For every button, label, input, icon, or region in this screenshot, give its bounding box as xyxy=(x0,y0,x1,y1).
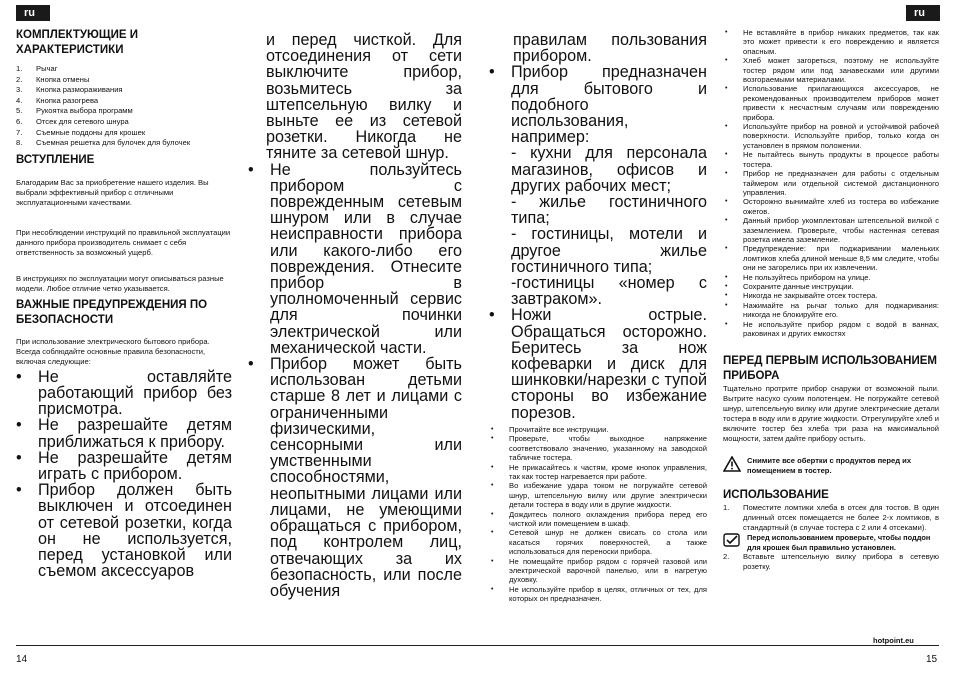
list-item: • Не прикасайтесь к частям, кроме кнопок управления, так как тостер нагревается при работе. xyxy=(491,462,707,481)
list-item: 1. Рычаг xyxy=(16,64,58,73)
list-item: • Дождитесь полного охлаждения прибора перед его чисткой или помещением в шкаф. xyxy=(491,509,707,528)
list-item: • Проверьте, чтобы выходное напряжение соответствовало значению, указанному на заводской табличке тостера. xyxy=(491,434,707,463)
sub-item: - кухни для персонала магазинов, офисов и других рабочих мест; xyxy=(511,144,707,195)
list-item: 2. Вставьте штепсельную вилку прибора в сетевую розетку. xyxy=(723,552,939,571)
list-item: 7. Съемные поддоны для крошек xyxy=(16,127,146,137)
list-item: • Прибор предназначен для бытового и подобного использования, например: xyxy=(489,63,707,147)
list-item: • Во избежание удара током не погружайте сетевой шнур, штепсельную вилку или другие электрически детали тостера в воду или в другие жидкости. xyxy=(491,481,707,510)
list-item: • Хлеб может загореться, поэтому не используйте тостер рядом или под занавесками или другими возгораемыми материалами. xyxy=(725,56,939,85)
parts-list xyxy=(16,64,232,149)
list-item: 4. Кнопка разогрева xyxy=(16,95,99,105)
sub-item: -гостиницы «номер с завтраком». xyxy=(511,274,707,309)
list-item: 8. Съемная решетка для булочек для булочек xyxy=(16,138,191,148)
sub-item: - жилье гостиничного типа; xyxy=(511,193,707,228)
list-item: • Не помещайте прибор рядом с горячей газовой или электрической варочной панелью, или в нагретую духовку. xyxy=(491,556,707,585)
heading-parts: КОМПЛЕКТУЮЩИЕ И ХАРАКТЕРИСТИКИ xyxy=(16,29,139,56)
column-4 xyxy=(723,28,939,571)
list-item: • Никогда не закрывайте отсек тостера. xyxy=(725,291,878,301)
page-number-right: 15 xyxy=(926,654,938,665)
list-item: • Нажимайте на рычаг только для поджаривания: никогда не блокируйте его. xyxy=(725,300,939,320)
heading-before-first-use: ПЕРЕД ПЕРВЫМ ИСПОЛЬЗОВАНИЕМ ПРИБОРА xyxy=(723,355,938,383)
note-check: Перед использованием проверьте, чтобы поддон для крошек был правильно установлен. xyxy=(723,533,939,552)
checkmark-note-icon xyxy=(723,533,741,547)
intro-paragraph: Благодарим Вас за приобретение нашего изделия. Вы выбрали эффективный прибор с отличными эксплуатационными качествами. xyxy=(16,177,209,207)
list-item: • Прочитайте все инструкции. xyxy=(491,424,609,434)
list-item: • Прибор должен быть выключен и отсоединен от сетевой розетки, когда он не используется, перед установкой или съемом аксессуаров xyxy=(16,481,232,581)
list-item: • Не разрешайте детям приближаться к прибору. xyxy=(16,416,232,451)
column-1 xyxy=(16,28,232,579)
list-item: • Не оставляйте работающий прибор без присмотра. xyxy=(16,367,232,419)
intro-paragraph: В инструкциях по эксплуатации могут описываться разные модели. Любое отличие четко указывается. xyxy=(16,273,224,293)
list-item: • Не разрешайте детям играть с прибором. xyxy=(16,448,232,483)
language-tag: ru xyxy=(16,5,50,21)
continued-text: правилам пользования прибором. xyxy=(513,31,707,66)
sub-item: - гостиницы, мотели и другое жилье гостиничного типа; xyxy=(511,225,707,276)
language-tag: ru xyxy=(906,5,940,21)
list-item: • Осторожно вынимайте хлеб из тостера во избежание ожегов. xyxy=(725,197,939,216)
column-2 xyxy=(248,31,462,600)
list-item: 6. Отсек для сетевого шнура xyxy=(16,116,129,126)
list-item: 1. Поместите ломтики хлеба в отсек для тостов. В один длинный отсек помещается не более 2-х ломтиков, в стандартный (в случае тостера с 2 или 4 отсеками). xyxy=(723,503,939,532)
list-item: • Сетевой шнур не должен свисать со стола или касаться горячих поверхностей, а также использоваться для переноски прибора. xyxy=(491,528,707,557)
list-item: • Предупреждение: при поджаривании маленьких ломтиков хлеба длиной меньше 8,5 мм следите, чтобы они не загорелись при их извлечении. xyxy=(725,244,939,273)
list-item: • Данный прибор укомплектован штепсельной вилкой с заземлением. Проверьте, чтобы настенная сетевая розетка имела заземление. xyxy=(725,216,939,244)
list-item: • Сохраните данные инструкции. xyxy=(725,281,854,291)
continued-text: и перед чисткой. Для отсоединения от сети выключите прибор, возьмитесь за штепсельную вилку и выньте ее из сетевой розетки. Никогда не тяните за сетевой шнур. xyxy=(266,31,462,163)
list-item: • Ножи острые. Обращаться осторожно. Беритесь за нож кофеварки и диск для шинковки/нарезки с тупой стороны во избежание порезов. xyxy=(489,306,707,422)
before-use-paragraph: Тщательно протрите прибор снаружи от возможной пыли. Вытрите насухо сухим полотенцем. Не погружайте сетевой шнур, штепсельную вилку или другие электрические детали тостера в воду или в другие жидкости. Отрегулируйте хлеб и включите тостер без хлеба три раза на максимальной мощности, затем дайте прибору остыть. xyxy=(723,384,939,444)
brand-url: hotpoint.eu xyxy=(870,636,917,645)
list-item: 3. Кнопка размораживания xyxy=(16,85,123,95)
list-item: • Использование прилагающихся аксессуаров, не рекомендованных производителем приборов может привести к несчастным случаям или повреждению прибора. xyxy=(725,84,939,122)
list-item: • Прибор может быть использован детьми старше 8 лет и лицами с ограниченными физическими, сенсорными или умственными способностями, неопытными лицами или лицами, не умеющими обращаться с прибором, под контролем лиц, отвечающих за их безопасность, или после обучения xyxy=(248,355,462,600)
list-item: • Не пользуйтесь прибором с поврежденным сетевым шнуром или в случае неисправности прибора или какого-либо его повреждения. Отнесите прибор в уполномоченный сервис для починки электрической или механической части. xyxy=(248,160,462,357)
heading-usage: ИСПОЛЬЗОВАНИЕ xyxy=(723,489,829,502)
list-item: • Не пользуйтесь прибором на улице. xyxy=(725,272,871,282)
heading-intro: ВСТУПЛЕНИЕ xyxy=(16,153,95,166)
list-item: • Не вставляйте в прибор никаких предметов, так как это может привести к его повреждению и является опасным. xyxy=(725,28,939,56)
footer-divider xyxy=(16,645,939,646)
warning-note: Снимите все обертки с продуктов перед их помещением в тостер. xyxy=(723,456,939,476)
column-3 xyxy=(489,32,707,604)
list-item: • Не используйте прибор рядом с водой в ваннах, раковинах и других емкостях xyxy=(725,319,939,338)
safety-intro: При использование электрического бытового прибора. Всегда соблюдайте основные правила безопасности, включая следующие: xyxy=(16,336,210,366)
page-number-left: 14 xyxy=(16,654,28,665)
list-item: 2. Кнопка отмены xyxy=(16,74,90,84)
list-item: • Прибор не предназначен для работы с отдельным таймером или отдельной системой дистанционного управления. xyxy=(725,169,939,197)
list-item: • Не пытайтесь вынуть продукты в процессе работы тостера. xyxy=(725,150,939,169)
list-item: • Не используйте прибор в целях, отличных от тех, для которых он предназначен. xyxy=(491,584,707,604)
list-item: • Используйте прибор на ровной и устойчивой рабочей поверхности. Используйте прибор, только когда он установлен в прямом положении. xyxy=(725,122,939,150)
heading-safety: ВАЖНЫЕ ПРЕДУПРЕЖДЕНИЯ ПО БЕЗОПАСНОСТИ xyxy=(16,298,208,326)
warning-icon xyxy=(723,456,741,472)
intro-paragraph: При несоблюдении инструкций по правильной эксплуатации данного прибора производитель снимает с себя ответственность за возможный ущерб. xyxy=(16,227,231,257)
list-item: 5. Рукоятка выбора программ xyxy=(16,106,133,116)
